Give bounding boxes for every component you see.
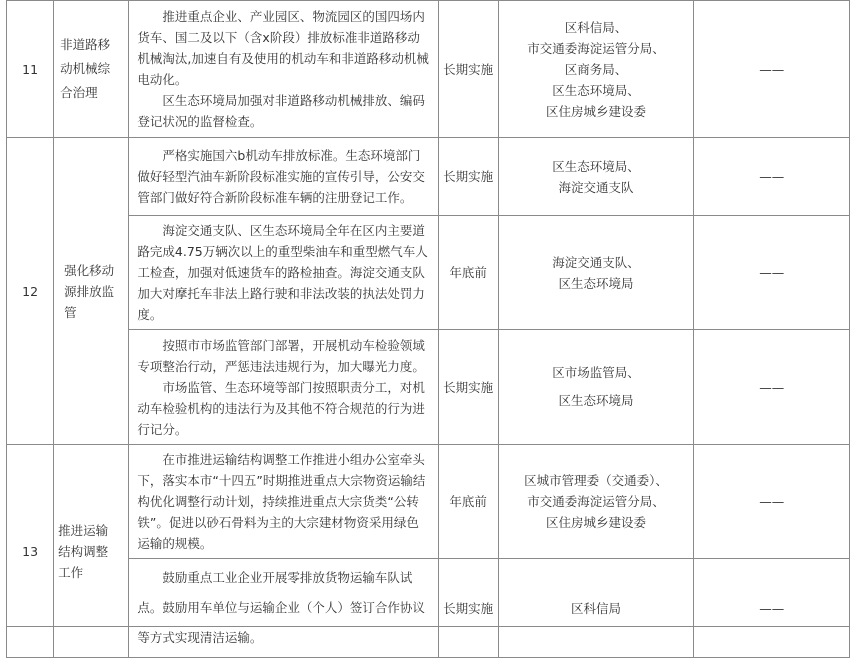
responsible-unit: 海淀交通支队 <box>558 179 634 195</box>
time-limit <box>438 445 498 559</box>
time-limit-label: 年底前 <box>449 494 487 509</box>
table-row <box>7 445 850 559</box>
task-table <box>6 0 850 658</box>
task-paragraph: 在市推进运输结构调整工作推进小组办公室牵头下，落实本市“十四五”时期推进重点大宗物资运输结构优化调整行动计划，持续推进重点大宗货类“公转铁”。促进以砂石骨料为主的大宗建材物资采用绿色运输的规模。 <box>137 452 426 551</box>
remark: —— <box>694 138 850 216</box>
task-description <box>129 445 438 559</box>
task-category <box>54 138 129 445</box>
responsible-unit: 区生态环境局 <box>558 275 634 291</box>
table-row <box>7 138 850 216</box>
remark: —— <box>694 216 850 330</box>
responsible-units <box>498 330 694 445</box>
responsible-units <box>498 445 694 559</box>
responsible-units <box>498 138 694 216</box>
row-number: 13 <box>7 445 54 658</box>
responsible-unit: 区生态环境局、 <box>552 82 640 98</box>
responsible-unit: 海淀交通支队、 <box>552 254 640 270</box>
table-row <box>7 216 850 330</box>
time-limit <box>438 216 498 330</box>
bottom-border <box>6 626 850 627</box>
task-description <box>129 138 438 216</box>
responsible-unit: 区生态环境局 <box>558 393 634 408</box>
task-category <box>54 1 129 138</box>
table-row <box>7 1 850 138</box>
task-description <box>129 330 438 445</box>
task-category-label: 推进运输结构调整工作 <box>58 522 109 580</box>
responsible-units <box>498 559 694 658</box>
responsible-unit: 区科信局、 <box>564 19 628 35</box>
row-number: 11 <box>7 1 54 138</box>
responsible-unit: 市交通委海淀运管分局、 <box>527 40 665 56</box>
row-number: 12 <box>7 138 54 445</box>
remark: —— <box>694 1 850 138</box>
responsible-unit: 区商务局、 <box>564 61 628 77</box>
responsible-unit: 区住房城乡建设委 <box>546 103 647 119</box>
responsible-unit: 市交通委海淀运管分局、 <box>527 494 665 509</box>
responsible-unit: 区住房城乡建设委 <box>546 515 647 530</box>
time-limit-label: 年底前 <box>449 265 487 280</box>
table-row <box>7 559 850 658</box>
time-limit <box>438 330 498 445</box>
table-row <box>7 330 850 445</box>
task-paragraph: 严格实施国六b机动车排放标准。生态环境部门做好轻型汽油车新阶段标准实施的宣传引导，公安交管部门做好符合新阶段标准车辆的注册登记工作。 <box>137 148 425 205</box>
task-category-label: 强化移动源排放监管 <box>64 262 115 320</box>
time-limit-label: 长期实施 <box>443 379 494 395</box>
time-limit-label: 长期实施 <box>443 600 494 616</box>
responsible-unit: 区城市管理委（交通委）、 <box>524 473 668 488</box>
task-description <box>129 1 438 138</box>
task-paragraph: 市场监管、生态环境等部门按照职责分工，对机动车检验机构的违法行为及其他不符合规范的行为进行记分。 <box>137 379 425 437</box>
task-category-label: 非道路移动机械综合治理 <box>60 37 111 100</box>
remark: —— <box>694 559 850 658</box>
time-limit <box>438 559 498 658</box>
time-limit-label: 长期实施 <box>443 61 494 77</box>
task-description <box>129 559 438 658</box>
responsible-units <box>498 216 694 330</box>
task-paragraph: 推进重点企业、产业园区、物流园区的国四场内货车、国二及以下（含x阶段）排放标准非道路移动机械淘汰,加速自有及使用的机动车和非道路移动机械电动化。 <box>137 9 429 87</box>
responsible-unit: 区科信局 <box>571 600 622 616</box>
remark: —— <box>694 330 850 445</box>
remark: —— <box>694 445 850 559</box>
task-paragraph: 区生态环境局加强对非道路移动机械排放、编码登记状况的监督检查。 <box>137 93 425 129</box>
responsible-unit: 区市场监管局、 <box>552 365 640 380</box>
responsible-unit: 区生态环境局、 <box>552 158 640 174</box>
task-paragraph: 鼓励重点工业企业开展零排放货物运输车队试点。鼓励用车单位与运输企业（个人）签订合作协议等方式实现清洁运输。 <box>137 570 425 645</box>
time-limit-label: 长期实施 <box>443 169 494 184</box>
time-limit <box>438 1 498 138</box>
responsible-units <box>498 1 694 138</box>
task-paragraph: 海淀交通支队、区生态环境局全年在区内主要道路完成4.75万辆次以上的重型柴油车和重型燃气车人工检查，加强对低速货车的路检抽查。海淀交通支队加大对摩托车非法上路行驶和非法改装的执法处罚力度。 <box>137 223 428 322</box>
time-limit <box>438 138 498 216</box>
task-paragraph: 按照市市场监管部门部署，开展机动车检验领域专项整治行动，严惩违法违规行为，加大曝光力度。 <box>137 337 425 374</box>
task-description <box>129 216 438 330</box>
